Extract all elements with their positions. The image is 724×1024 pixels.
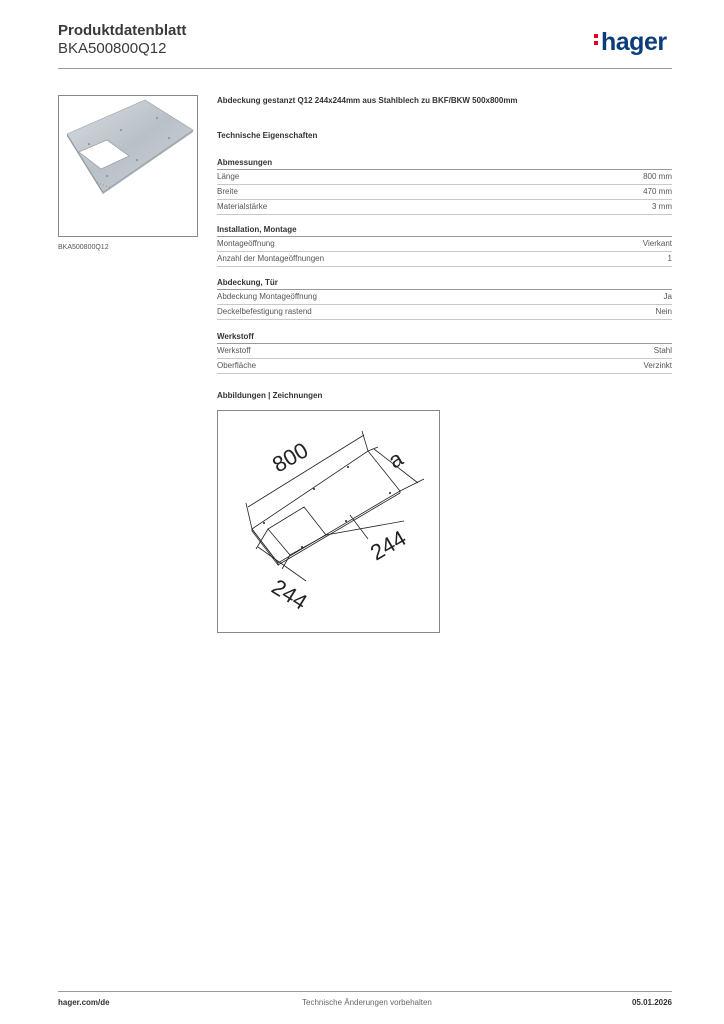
- row-label: Werkstoff: [217, 346, 251, 355]
- row-value: Vierkant: [642, 239, 672, 248]
- opening-dimension-label-bottom: 244: [267, 574, 312, 615]
- row-value: 1: [667, 254, 672, 263]
- group-dimensions: [217, 156, 672, 215]
- footer-divider: [58, 991, 672, 992]
- group-cover-door: [217, 276, 672, 320]
- row-value: Ja: [663, 292, 672, 301]
- opening-dimension-label-right: 244: [366, 525, 411, 566]
- row-value: 3 mm: [652, 202, 672, 211]
- product-image-caption: BKA500800Q12: [58, 244, 109, 251]
- group-heading: Abmessungen: [217, 156, 672, 170]
- row-value: Nein: [655, 307, 672, 316]
- logo-dots-icon: [594, 31, 599, 48]
- page-title: Produktdatenblatt: [58, 22, 187, 39]
- product-description: Abdeckung gestanzt Q12 244x244mm aus Stahlblech zu BKF/BKW 500x800mm: [217, 96, 518, 105]
- row-value: 800 mm: [643, 172, 672, 181]
- steel-cover-plate-icon: [59, 96, 197, 236]
- footer-note: Technische Änderungen vorbehalten: [302, 998, 432, 1007]
- header-divider: [58, 68, 672, 69]
- group-installation: [217, 223, 672, 267]
- technical-drawing: [218, 411, 439, 632]
- row-label: Montageöffnung: [217, 239, 275, 248]
- table-row: [217, 290, 672, 305]
- group-material: [217, 330, 672, 374]
- group-heading: Abdeckung, Tür: [217, 276, 672, 290]
- footer-date: 05.01.2026: [631, 998, 672, 1007]
- table-row: [217, 237, 672, 252]
- footer-website-link[interactable]: hager.com/de: [58, 998, 110, 1007]
- drawings-heading: Abbildungen | Zeichnungen: [217, 391, 323, 400]
- row-label: Länge: [217, 172, 240, 181]
- article-number: BKA500800Q12: [58, 40, 167, 57]
- length-dimension-label: 800: [268, 437, 313, 478]
- row-value: Verzinkt: [643, 361, 672, 370]
- table-row: [217, 185, 672, 200]
- row-value: Stahl: [653, 346, 672, 355]
- technical-properties-heading: Technische Eigenschaften: [217, 131, 318, 140]
- row-label: Oberfläche: [217, 361, 257, 370]
- product-image: [58, 95, 198, 237]
- table-row: [217, 170, 672, 185]
- group-heading: Werkstoff: [217, 330, 672, 344]
- table-row: [217, 305, 672, 320]
- dimension-drawing: [217, 410, 440, 633]
- table-row: [217, 200, 672, 215]
- row-label: Breite: [217, 187, 238, 196]
- table-row: [217, 252, 672, 267]
- width-dimension-label: a: [384, 445, 408, 474]
- table-row: [217, 359, 672, 374]
- table-row: [217, 344, 672, 359]
- row-label: Abdeckung Montageöffnung: [217, 292, 317, 301]
- row-label: Deckelbefestigung rastend: [217, 307, 312, 316]
- row-label: Materialstärke: [217, 202, 268, 211]
- row-label: Anzahl der Montageöffnungen: [217, 254, 325, 263]
- row-value: 470 mm: [643, 187, 672, 196]
- hager-logo[interactable]: [594, 28, 667, 57]
- group-heading: Installation, Montage: [217, 223, 672, 237]
- logo-text: hager: [601, 28, 667, 56]
